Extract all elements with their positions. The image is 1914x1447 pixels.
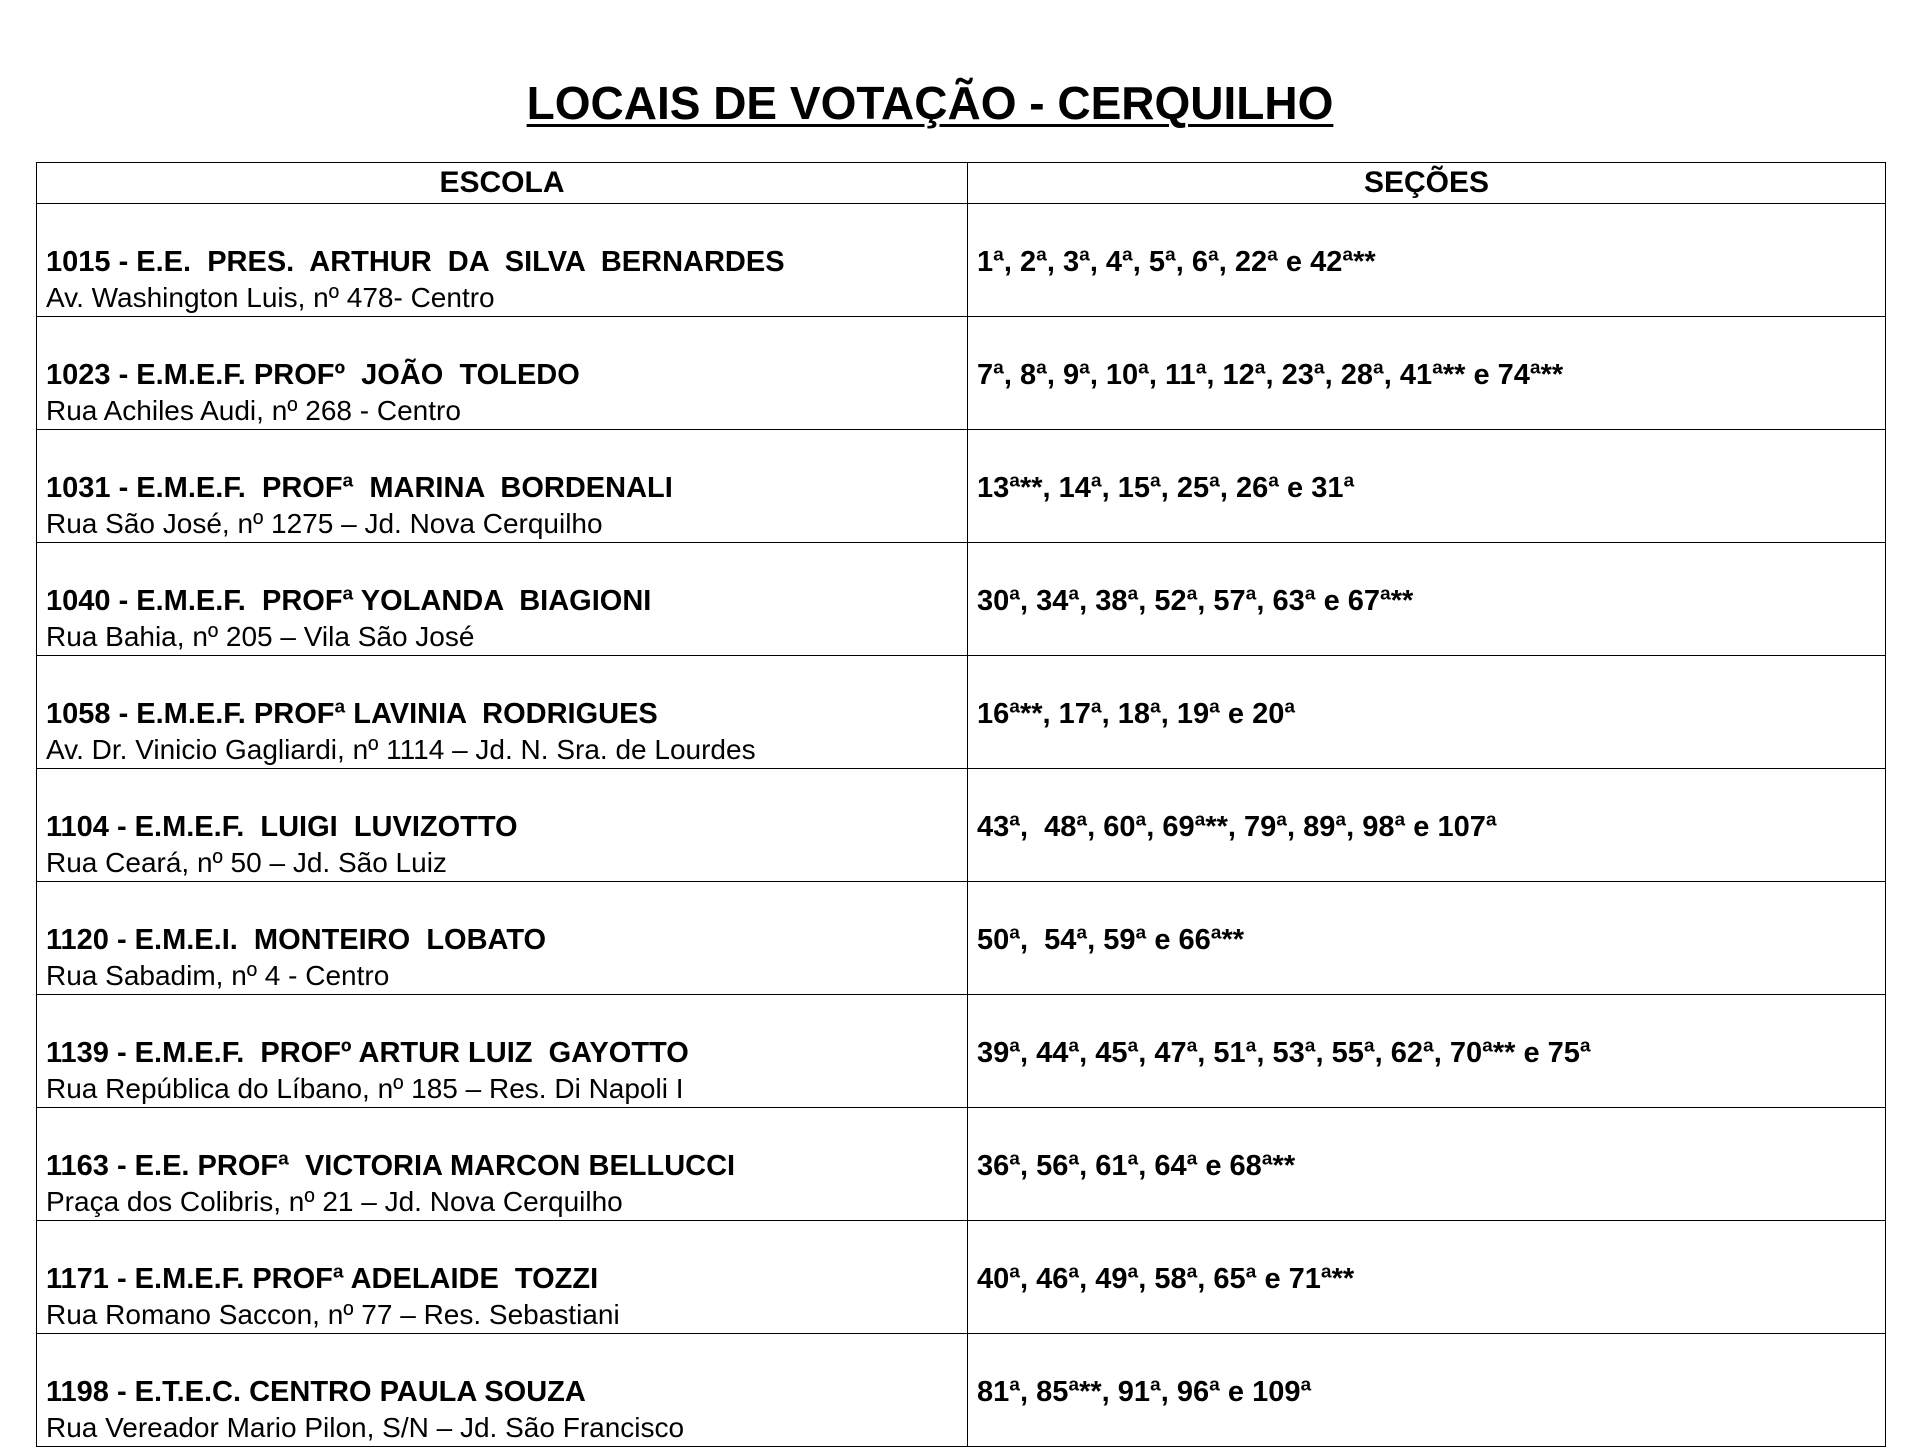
school-name: 1171 - E.M.E.F. PROFª ADELAIDE TOZZI [46,1263,599,1295]
table-row [37,769,1886,882]
table-row [37,995,1886,1108]
table-row [37,656,1886,769]
school-address: Rua Bahia, nº 205 – Vila São José [46,621,475,652]
school-cell [37,430,968,543]
school-address: Rua Vereador Mario Pilon, S/N – Jd. São Francisco [46,1412,685,1443]
voting-locations-table [36,162,1886,1447]
school-address: Av. Dr. Vinicio Gagliardi, nº 1114 – Jd. N. Sra. de Lourdes [46,734,756,765]
school-address: Rua Ceará, nº 50 – Jd. São Luiz [46,847,447,878]
sections-cell: 1ª, 2ª, 3ª, 4ª, 5ª, 6ª, 22ª e 42ª** [968,204,1886,317]
sections-cell: 40ª, 46ª, 49ª, 58ª, 65ª e 71ª** [968,1221,1886,1334]
column-header-escola: ESCOLA [37,163,968,204]
school-name: 1040 - E.M.E.F. PROFª YOLANDA BIAGIONI [46,585,652,617]
school-address: Rua Romano Saccon, nº 77 – Res. Sebastiani [46,1299,620,1330]
page-title: LOCAIS DE VOTAÇÃO - CERQUILHO [526,76,1334,129]
school-name: 1104 - E.M.E.F. LUIGI LUVIZOTTO [46,811,518,843]
sections-cell: 13ª**, 14ª, 15ª, 25ª, 26ª e 31ª [968,430,1886,543]
school-name: 1023 - E.M.E.F. PROFº JOÃO TOLEDO [46,359,580,391]
school-cell [37,543,968,656]
school-cell [37,204,968,317]
sections-cell: 50ª, 54ª, 59ª e 66ª** [968,882,1886,995]
school-name: 1058 - E.M.E.F. PROFª LAVINIA RODRIGUES [46,698,658,730]
school-cell [37,995,968,1108]
table-row [37,882,1886,995]
school-cell [37,317,968,430]
school-address: Rua Sabadim, nº 4 - Centro [46,960,390,991]
table-row [37,317,1886,430]
sections-cell: 43ª, 48ª, 60ª, 69ª**, 79ª, 89ª, 98ª e 107ª [968,769,1886,882]
table-row [37,1108,1886,1221]
table-row [37,1221,1886,1334]
school-name: 1198 - E.T.E.C. CENTRO PAULA SOUZA [46,1376,586,1408]
table-header-row [37,163,1886,204]
sections-cell: 36ª, 56ª, 61ª, 64ª e 68ª** [968,1108,1886,1221]
school-address: Av. Washington Luis, nº 478- Centro [46,282,495,313]
table-row [37,430,1886,543]
school-name: 1120 - E.M.E.I. MONTEIRO LOBATO [46,924,547,956]
sections-cell: 16ª**, 17ª, 18ª, 19ª e 20ª [968,656,1886,769]
school-cell [37,1108,968,1221]
table-row [37,543,1886,656]
school-address: Rua São José, nº 1275 – Jd. Nova Cerquilho [46,508,603,539]
sections-cell: 81ª, 85ª**, 91ª, 96ª e 109ª [968,1334,1886,1447]
school-cell [37,882,968,995]
school-name: 1139 - E.M.E.F. PROFº ARTUR LUIZ GAYOTTO [46,1037,689,1069]
school-cell [37,1221,968,1334]
sections-cell: 30ª, 34ª, 38ª, 52ª, 57ª, 63ª e 67ª** [968,543,1886,656]
school-address: Praça dos Colibris, nº 21 – Jd. Nova Cerquilho [46,1186,623,1217]
school-cell [37,769,968,882]
table-row [37,204,1886,317]
school-cell [37,656,968,769]
school-name: 1031 - E.M.E.F. PROFª MARINA BORDENALI [46,472,673,504]
school-address: Rua República do Líbano, nº 185 – Res. Di Napoli I [46,1073,684,1104]
school-name: 1015 - E.E. PRES. ARTHUR DA SILVA BERNARDES [46,246,785,278]
school-address: Rua Achiles Audi, nº 268 - Centro [46,395,461,426]
column-header-secoes: SEÇÕES [968,163,1886,204]
sections-cell: 39ª, 44ª, 45ª, 47ª, 51ª, 53ª, 55ª, 62ª, 70ª** e 75ª [968,995,1886,1108]
sections-cell: 7ª, 8ª, 9ª, 10ª, 11ª, 12ª, 23ª, 28ª, 41ª** e 74ª** [968,317,1886,430]
school-name: 1163 - E.E. PROFª VICTORIA MARCON BELLUCCI [46,1150,736,1182]
